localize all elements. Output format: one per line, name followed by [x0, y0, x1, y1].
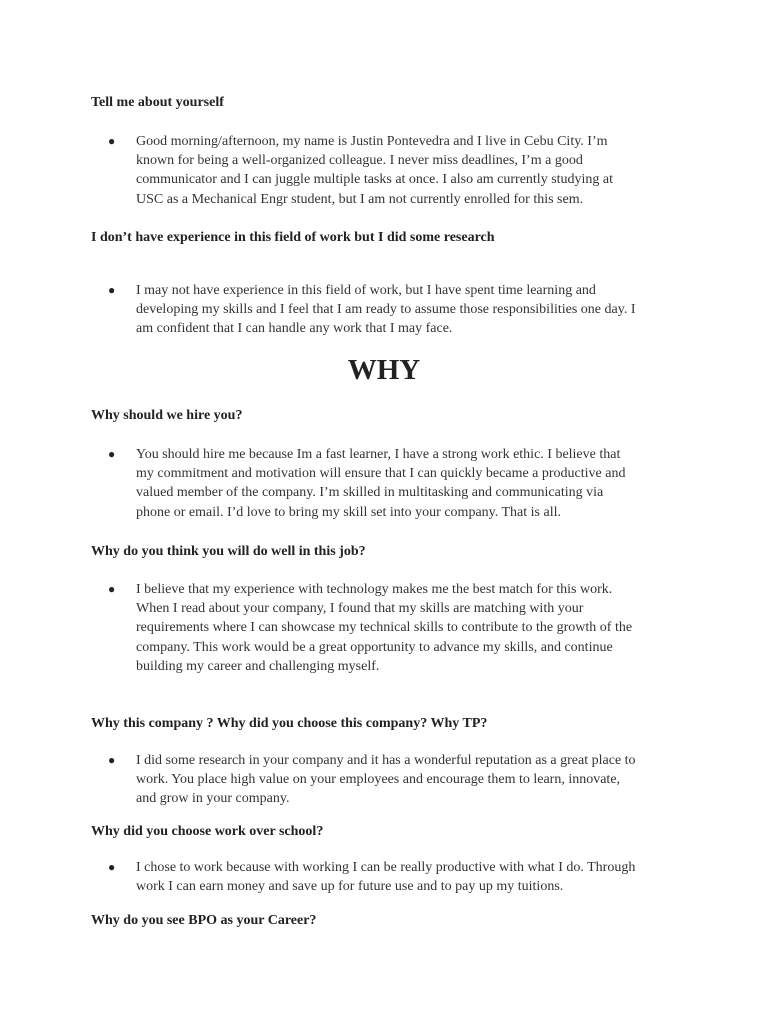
answer-item-why-this-company [108, 751, 678, 809]
answer-line: requirements where I can showcase my technical skills to contribute to the growth of the [136, 620, 633, 636]
answer-line: phone or email. I’d love to bring my skill set into your company. That is all. [136, 504, 561, 520]
answer-line: work I can earn money and save up for future use and to pay up my tuitions. [136, 879, 564, 895]
answer-line: company. This work would be a great opportunity to advance my skills, and continue [136, 639, 613, 655]
answer-line: building my career and challenging myself. [136, 658, 380, 674]
answer-line: am confident that I can handle any work that I may face. [136, 321, 453, 337]
question-heading-work-over-school: Why did you choose work over school? [91, 824, 324, 839]
why-title: WHY [347, 354, 421, 386]
question-heading-why-hire-you: Why should we hire you? [91, 408, 243, 423]
bullet-point: ● [108, 582, 116, 596]
answer-line: Good morning/afternoon, my name is Justin Pontevedra and I live in Cebu City. I’m [136, 134, 608, 149]
answer-line: communicator and I can juggle multiple tasks at once. I also am currently studying at [136, 172, 614, 188]
answer-line: my commitment and motivation will ensure that I can quickly became a productive and [136, 466, 626, 482]
answer-item-work-over-school [108, 858, 678, 896]
bullet-point: ● [108, 447, 116, 461]
answer-item-no-experience [108, 281, 678, 339]
question-heading-bpo-career: Why do you see BPO as your Career? [91, 913, 317, 928]
answer-line: I did some research in your company and it has a wonderful reputation as a great place to [136, 753, 636, 768]
answer-item-do-well-in-job [108, 580, 678, 676]
question-heading-no-experience: I don’t have experience in this field of work but I did some research [91, 230, 495, 245]
answer-line: I chose to work because with working I can be really productive with what I do. Through [136, 860, 636, 875]
answer-line: developing my skills and I feel that I am ready to assume those responsibilities one day. I [136, 302, 636, 318]
answer-line: I may not have experience in this field of work, but I have spent time learning and [136, 283, 596, 298]
answer-line: USC as a Mechanical Engr student, but I am not currently enrolled for this sem. [136, 191, 584, 207]
answer-line: work. You place high value on your employees and encourage them to learn, innovate, [136, 772, 621, 788]
answer-line: known for being a well-organized colleague. I never miss deadlines, I’m a good [136, 153, 583, 169]
bullet-point: ● [108, 753, 116, 767]
question-heading-tell-me-about-yourself: Tell me about yourself [91, 95, 224, 110]
bullet-point: ● [108, 134, 116, 148]
answer-item-tell-me-about-yourself [108, 132, 678, 209]
answer-item-why-hire-you [108, 445, 678, 522]
answer-line: You should hire me because Im a fast learner, I have a strong work ethic. I believe that [136, 447, 621, 462]
answer-line: and grow in your company. [136, 791, 290, 807]
bullet-point: ● [108, 860, 116, 874]
bullet-point: ● [108, 283, 116, 297]
answer-line: valued member of the company. I’m skilled in multitasking and communicating via [136, 485, 604, 501]
question-heading-why-this-company: Why this company ? Why did you choose this company? Why TP? [91, 716, 488, 731]
answer-line: When I read about your company, I found that my skills are matching with your [136, 601, 584, 617]
question-heading-do-well-in-job: Why do you think you will do well in this job? [91, 544, 366, 559]
answer-line: I believe that my experience with technology makes me the best match for this work. [136, 582, 613, 597]
